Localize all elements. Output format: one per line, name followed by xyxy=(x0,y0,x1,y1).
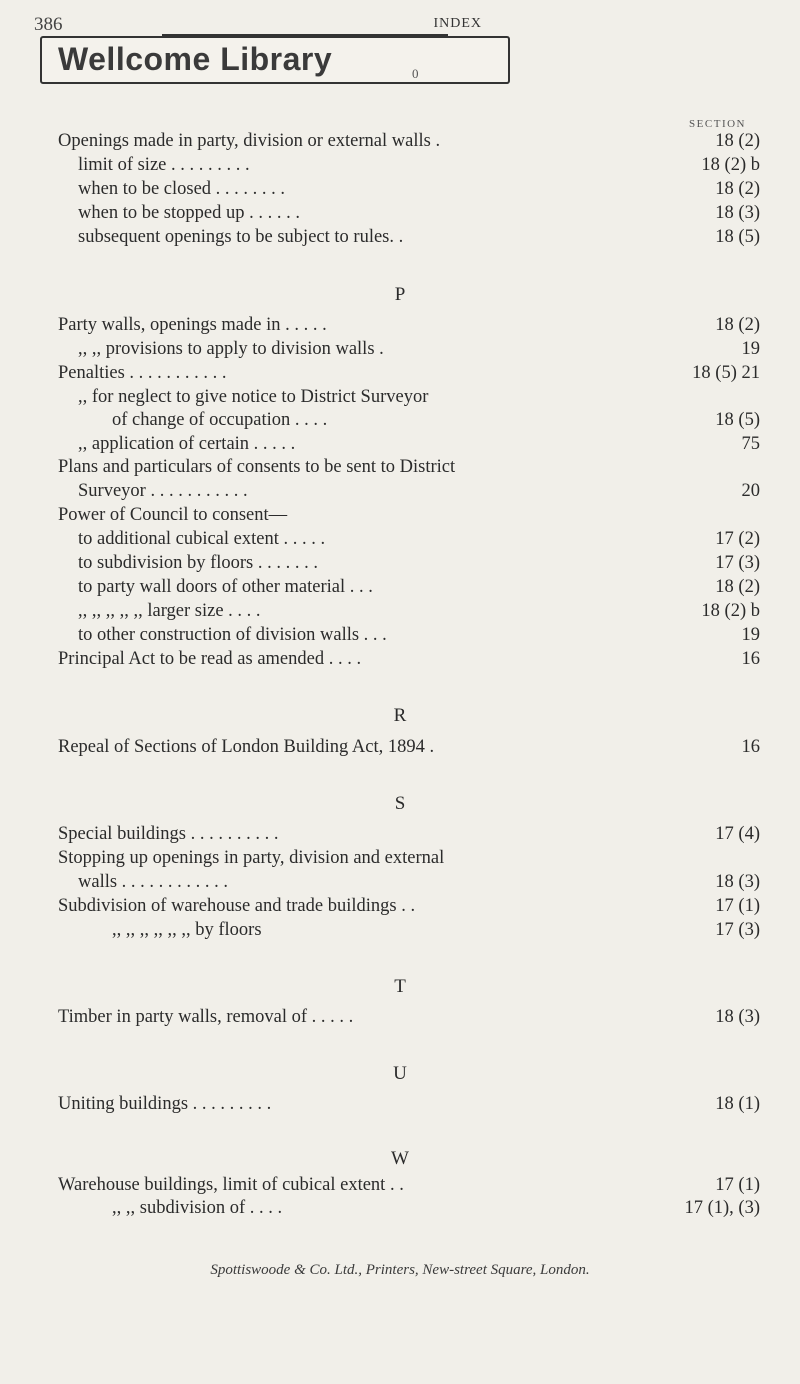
entry-section-ref: 17 (2) xyxy=(715,529,760,549)
entry-section-ref: 16 xyxy=(741,737,760,757)
entry-label: Subdivision of warehouse and trade buildings . . xyxy=(58,896,416,916)
entry-section-ref: 18 (5) 21 xyxy=(692,363,760,383)
entry-label: Penalties . . . . . . . . . . . xyxy=(58,363,227,383)
entry-label: Power of Council to consent— xyxy=(58,505,288,525)
entry-section-ref: 20 xyxy=(741,481,760,501)
entry-section-ref: 16 xyxy=(741,649,760,669)
entry-label: Party walls, openings made in . . . . . xyxy=(58,315,327,335)
entry-label: Warehouse buildings, limit of cubical extent . . xyxy=(58,1175,404,1195)
entry-label: to subdivision by floors . . . . . . . xyxy=(78,553,318,573)
section-letter: W xyxy=(391,1148,409,1169)
entry-label: ,, ,, ,, ,, ,, ,, by floors xyxy=(112,920,262,940)
section-letter: U xyxy=(393,1063,407,1084)
entry-section-ref: 19 xyxy=(741,339,760,359)
entry-section-ref: 18 (5) xyxy=(715,227,760,247)
entry-label: Uniting buildings . . . . . . . . . xyxy=(58,1094,272,1114)
stamp-index-label: INDEX xyxy=(433,16,482,31)
entry-label: Surveyor . . . . . . . . . . . xyxy=(78,481,248,501)
entry-section-ref: 17 (1) xyxy=(715,1175,760,1195)
stamp-text: Wellcome Library xyxy=(58,41,333,77)
entry-label: ,, application of certain . . . . . xyxy=(78,434,296,454)
printer-imprint: Spottiswoode & Co. Ltd., Printers, New-street Square, London. xyxy=(210,1262,590,1278)
section-letter: P xyxy=(394,284,406,305)
entry-label: to other construction of division walls . . . xyxy=(78,625,387,645)
entry-label: Plans and particulars of consents to be sent to District xyxy=(58,457,456,477)
entry-label: Repeal of Sections of London Building Act, 1894 . xyxy=(58,737,435,757)
entry-label: limit of size . . . . . . . . . xyxy=(78,155,250,175)
entry-section-ref: 18 (5) xyxy=(715,410,760,430)
entry-section-ref: 18 (3) xyxy=(715,203,760,223)
page-number: 386 xyxy=(34,14,63,35)
section-letter: S xyxy=(394,793,406,814)
entry-section-ref: 18 (2) xyxy=(715,131,760,151)
entry-label: when to be stopped up . . . . . . xyxy=(78,203,300,223)
entry-section-ref: 17 (4) xyxy=(715,824,760,844)
entry-label: Timber in party walls, removal of . . . . . xyxy=(58,1007,354,1027)
entry-section-ref: 18 (3) xyxy=(715,1007,760,1027)
entry-label: to additional cubical extent . . . . . xyxy=(78,529,326,549)
entry-section-ref: 18 (2) b xyxy=(701,601,760,621)
entry-section-ref: 17 (1) xyxy=(715,896,760,916)
entry-label: Stopping up openings in party, division and external xyxy=(58,848,445,868)
entry-section-ref: 18 (2) xyxy=(715,315,760,335)
stamp-rule xyxy=(162,34,448,37)
entry-label: walls . . . . . . . . . . . . xyxy=(78,872,229,892)
entry-section-ref: 75 xyxy=(741,434,760,454)
entry-label: ,, ,, ,, ,, ,, larger size . . . . xyxy=(78,601,261,621)
entry-label: of change of occupation . . . . xyxy=(112,410,328,430)
section-letter: R xyxy=(393,705,407,726)
entry-label: Openings made in party, division or external walls . xyxy=(58,131,441,151)
entry-section-ref: 17 (1), (3) xyxy=(684,1198,760,1218)
entry-label: Principal Act to be read as amended . . . . xyxy=(58,649,362,669)
entry-section-ref: 18 (2) xyxy=(715,179,760,199)
entry-section-ref: 17 (3) xyxy=(715,553,760,573)
entry-label: ,, for neglect to give notice to District Surveyor xyxy=(78,387,429,407)
section-letter: T xyxy=(394,976,406,997)
entry-label: Special buildings . . . . . . . . . . xyxy=(58,824,279,844)
entry-section-ref: 18 (1) xyxy=(715,1094,760,1114)
entry-section-ref: 17 (3) xyxy=(715,920,760,940)
entry-label: to party wall doors of other material . . . xyxy=(78,577,373,597)
section-column-header: SECTION xyxy=(689,118,746,130)
stamp-small-mark: 0 xyxy=(412,66,419,81)
entry-section-ref: 19 xyxy=(741,625,760,645)
entry-label: when to be closed . . . . . . . . xyxy=(78,179,286,199)
entry-label: ,, ,, provisions to apply to division walls . xyxy=(78,339,384,359)
entry-section-ref: 18 (3) xyxy=(715,872,760,892)
entry-section-ref: 18 (2) b xyxy=(701,155,760,175)
entry-label: ,, ,, subdivision of . . . . xyxy=(112,1198,283,1218)
entry-section-ref: 18 (2) xyxy=(715,577,760,597)
entry-label: subsequent openings to be subject to rules. . xyxy=(78,227,404,247)
